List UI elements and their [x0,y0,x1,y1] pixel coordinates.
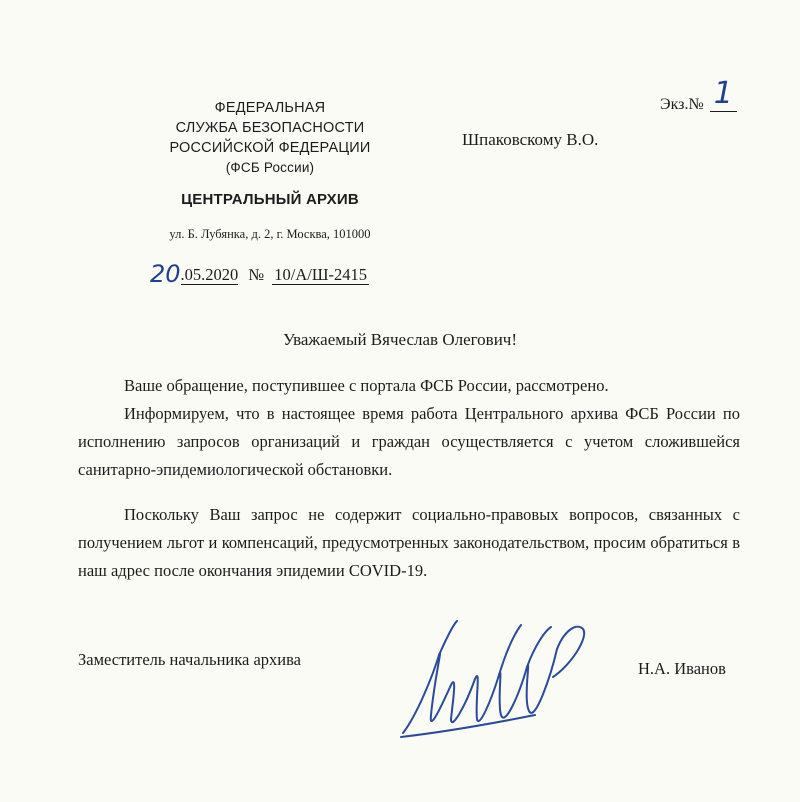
number-value: 10/А/Ш-2415 [274,265,368,284]
org-line: СЛУЖБА БЕЗОПАСНОСТИ [175,120,365,136]
body-paragraph-3: Поскольку Ваш запрос не содержит социально-правовых вопросов, связанных с получением льгот и компенсаций, предусмотренных законодательством, просим обратиться в наш адрес после окончания эпидемии COVID-19. [78,505,740,580]
date-day-handwritten: 20 [150,260,181,288]
copy-number-label: Экз.№ [660,96,704,113]
body-paragraph-2: Информируем, что в настоящее время работа Центрального архива ФСБ России по исполнению запросов организаций и граждан осуществляется с учетом сложившейся санитарно-эпидемиологической обстановки. [78,404,740,479]
signatory-name: Н.А. Иванов [638,659,726,678]
org-address: ул. Б. Лубянка, д. 2, г. Москва, 101000 [169,227,371,241]
org-line: (ФСБ России) [225,160,315,175]
recipient: Шпаковскому В.О. [462,130,599,149]
body-paragraph-1: Ваше обращение, поступившее с портала ФСБ России, рассмотрено. [124,376,609,395]
date-rest: .05.2020 [180,265,239,284]
salutation: Уважаемый Вячеслав Олегович! [282,330,518,349]
copy-number-value: 1 [710,76,737,112]
signatory-position: Заместитель начальника архива [78,650,301,669]
number-label: № [248,265,265,284]
handwritten-signature [395,615,605,745]
department-name: ЦЕНТРАЛЬНЫЙ АРХИВ [181,191,359,208]
copy-number [660,76,737,117]
org-line: РОССИЙСКОЙ ФЕДЕРАЦИИ [169,140,371,156]
org-line: ФЕДЕРАЛЬНАЯ [214,100,326,116]
date-number-line [150,258,369,286]
org-name [150,98,390,178]
